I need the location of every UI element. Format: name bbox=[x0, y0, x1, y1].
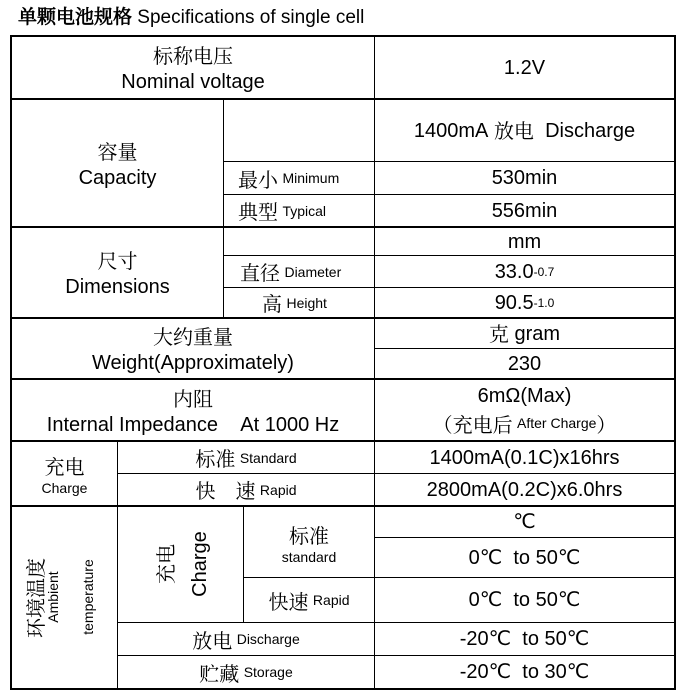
charge-rapid-cn: 快 速 bbox=[195, 479, 256, 503]
charge-rapid-label bbox=[118, 474, 374, 505]
capacity-typical-cn: 典型 bbox=[238, 200, 278, 224]
charge-standard-value: 1400mA(0.1C)x16hrs bbox=[429, 446, 620, 469]
ambient-storage-en: Storage bbox=[243, 664, 293, 680]
weight-value: 230 bbox=[507, 352, 542, 375]
dimensions-en: Dimensions bbox=[65, 276, 170, 298]
capacity-cn: 容量 bbox=[97, 139, 138, 164]
nominal-voltage-cn: 标称电压 bbox=[153, 44, 233, 68]
impedance-value-cell bbox=[375, 380, 674, 440]
ambient-discharge-cn: 放电 bbox=[192, 628, 233, 653]
ambient-discharge-to: to 50℃ bbox=[522, 628, 590, 650]
ambient-discharge-en: Discharge bbox=[236, 631, 300, 647]
weight-label bbox=[12, 319, 374, 378]
dimensions-unit: mm bbox=[507, 230, 542, 253]
impedance-label bbox=[12, 380, 374, 440]
weight-cn: 大约重量 bbox=[153, 325, 233, 349]
weight-en: Weight(Approximately) bbox=[92, 352, 294, 374]
capacity-minimum-label bbox=[224, 162, 374, 194]
ambient-storage-value bbox=[375, 656, 674, 688]
diameter-cn: 直径 bbox=[240, 261, 280, 285]
ambient-cn: 环境温度 bbox=[24, 558, 48, 638]
dimensions-height-label bbox=[224, 288, 374, 317]
ambient-discharge-value bbox=[375, 623, 674, 655]
charge-rapid-value: 2800mA(0.2C)x6.0hrs bbox=[426, 478, 623, 501]
dimensions-label bbox=[12, 228, 223, 317]
ambient-standard-en: standard bbox=[281, 548, 337, 565]
dimensions-height-value: 90.5 -1.0 bbox=[494, 291, 555, 314]
dimensions-diameter-label bbox=[224, 256, 374, 287]
charge-cn: 充电 bbox=[44, 455, 85, 479]
diameter-en: Diameter bbox=[284, 263, 342, 280]
ambient-storage-to: to 30℃ bbox=[522, 661, 590, 683]
charge-rapid-en: Rapid bbox=[259, 481, 297, 498]
ambient-en1: Ambient bbox=[45, 571, 61, 623]
ambient-standard-from: 0℃ bbox=[468, 546, 503, 569]
charge-standard-cn: 标准 bbox=[195, 447, 236, 471]
ambient-charge-en: Charge bbox=[189, 531, 211, 597]
ambient-storage-label bbox=[118, 656, 374, 688]
ambient-rapid-label bbox=[244, 578, 374, 622]
ambient-rapid-from: 0℃ bbox=[468, 589, 503, 611]
capacity-discharge-cn: 放电 bbox=[493, 118, 534, 143]
height-en: Height bbox=[286, 294, 327, 311]
capacity-discharge-value: 1400mA bbox=[413, 119, 489, 142]
capacity-minimum-value: 530min bbox=[491, 167, 558, 189]
ambient-standard-cn: 标准 bbox=[289, 523, 329, 548]
title-cn: 单颗电池规格 bbox=[18, 6, 133, 28]
height-value: 90.5 bbox=[494, 291, 534, 314]
ambient-charge-cn: 充电 bbox=[154, 544, 178, 584]
ambient-discharge-from: -20℃ bbox=[459, 628, 512, 650]
weight-unit-cn: 克 bbox=[488, 321, 509, 346]
capacity-minimum-en: Minimum bbox=[282, 170, 340, 186]
ambient-standard-to: to 50℃ bbox=[513, 546, 581, 569]
weight-unit bbox=[375, 319, 674, 348]
impedance-note bbox=[433, 409, 617, 438]
impedance-note-cn: 充电后 bbox=[452, 412, 513, 437]
capacity-typical-label bbox=[224, 195, 374, 226]
ambient-rapid-cn: 快速 bbox=[268, 589, 309, 614]
height-cn: 高 bbox=[262, 292, 282, 316]
ambient-unit: ℃ bbox=[513, 511, 536, 533]
capacity-minimum-cn: 最小 bbox=[238, 167, 278, 192]
capacity-typical-value: 556min bbox=[491, 199, 558, 222]
ambient-rapid-en: Rapid bbox=[312, 592, 350, 608]
ambient-storage-from: -20℃ bbox=[459, 661, 512, 683]
nominal-voltage-label bbox=[12, 37, 374, 98]
ambient-storage-cn: 贮藏 bbox=[199, 661, 240, 686]
ambient-rapid-value bbox=[375, 578, 674, 622]
charge-standard-label bbox=[118, 442, 374, 473]
dimensions-cn: 尺寸 bbox=[97, 249, 138, 273]
nominal-voltage-value: 1.2V bbox=[503, 56, 546, 79]
impedance-freq: At 1000 Hz bbox=[240, 413, 340, 436]
charge-label bbox=[12, 442, 117, 505]
impedance-en: Internal Impedance bbox=[46, 413, 219, 436]
charge-standard-en: Standard bbox=[239, 449, 297, 466]
capacity-discharge bbox=[375, 100, 674, 161]
impedance-value: 6mΩ(Max) bbox=[477, 384, 572, 407]
ambient-rapid-to: to 50℃ bbox=[513, 589, 581, 611]
capacity-label bbox=[12, 100, 223, 226]
ambient-discharge-label bbox=[118, 623, 374, 655]
impedance-note-close: ） bbox=[596, 412, 617, 437]
charge-en: Charge bbox=[41, 480, 88, 496]
capacity-en: Capacity bbox=[78, 166, 157, 189]
title-en: Specifications of single cell bbox=[137, 7, 365, 28]
dimensions-diameter-value: 33.0 -0.7 bbox=[494, 260, 555, 283]
ambient-standard-value bbox=[375, 538, 674, 577]
impedance-note-open: （ bbox=[432, 412, 453, 437]
ambient-standard-label bbox=[244, 507, 374, 577]
ambient-en2: temperature bbox=[80, 559, 96, 635]
impedance-en-row bbox=[47, 412, 339, 438]
capacity-discharge-en: Discharge bbox=[545, 119, 636, 142]
impedance-note-en: After Charge bbox=[517, 415, 597, 431]
diameter-value: 33.0 bbox=[494, 260, 534, 283]
impedance-cn: 内阻 bbox=[173, 386, 213, 411]
capacity-typical-en: Typical bbox=[282, 202, 327, 219]
weight-unit-en: gram bbox=[514, 322, 561, 345]
nominal-voltage-en: Nominal voltage bbox=[121, 71, 265, 93]
page-title bbox=[18, 2, 364, 29]
